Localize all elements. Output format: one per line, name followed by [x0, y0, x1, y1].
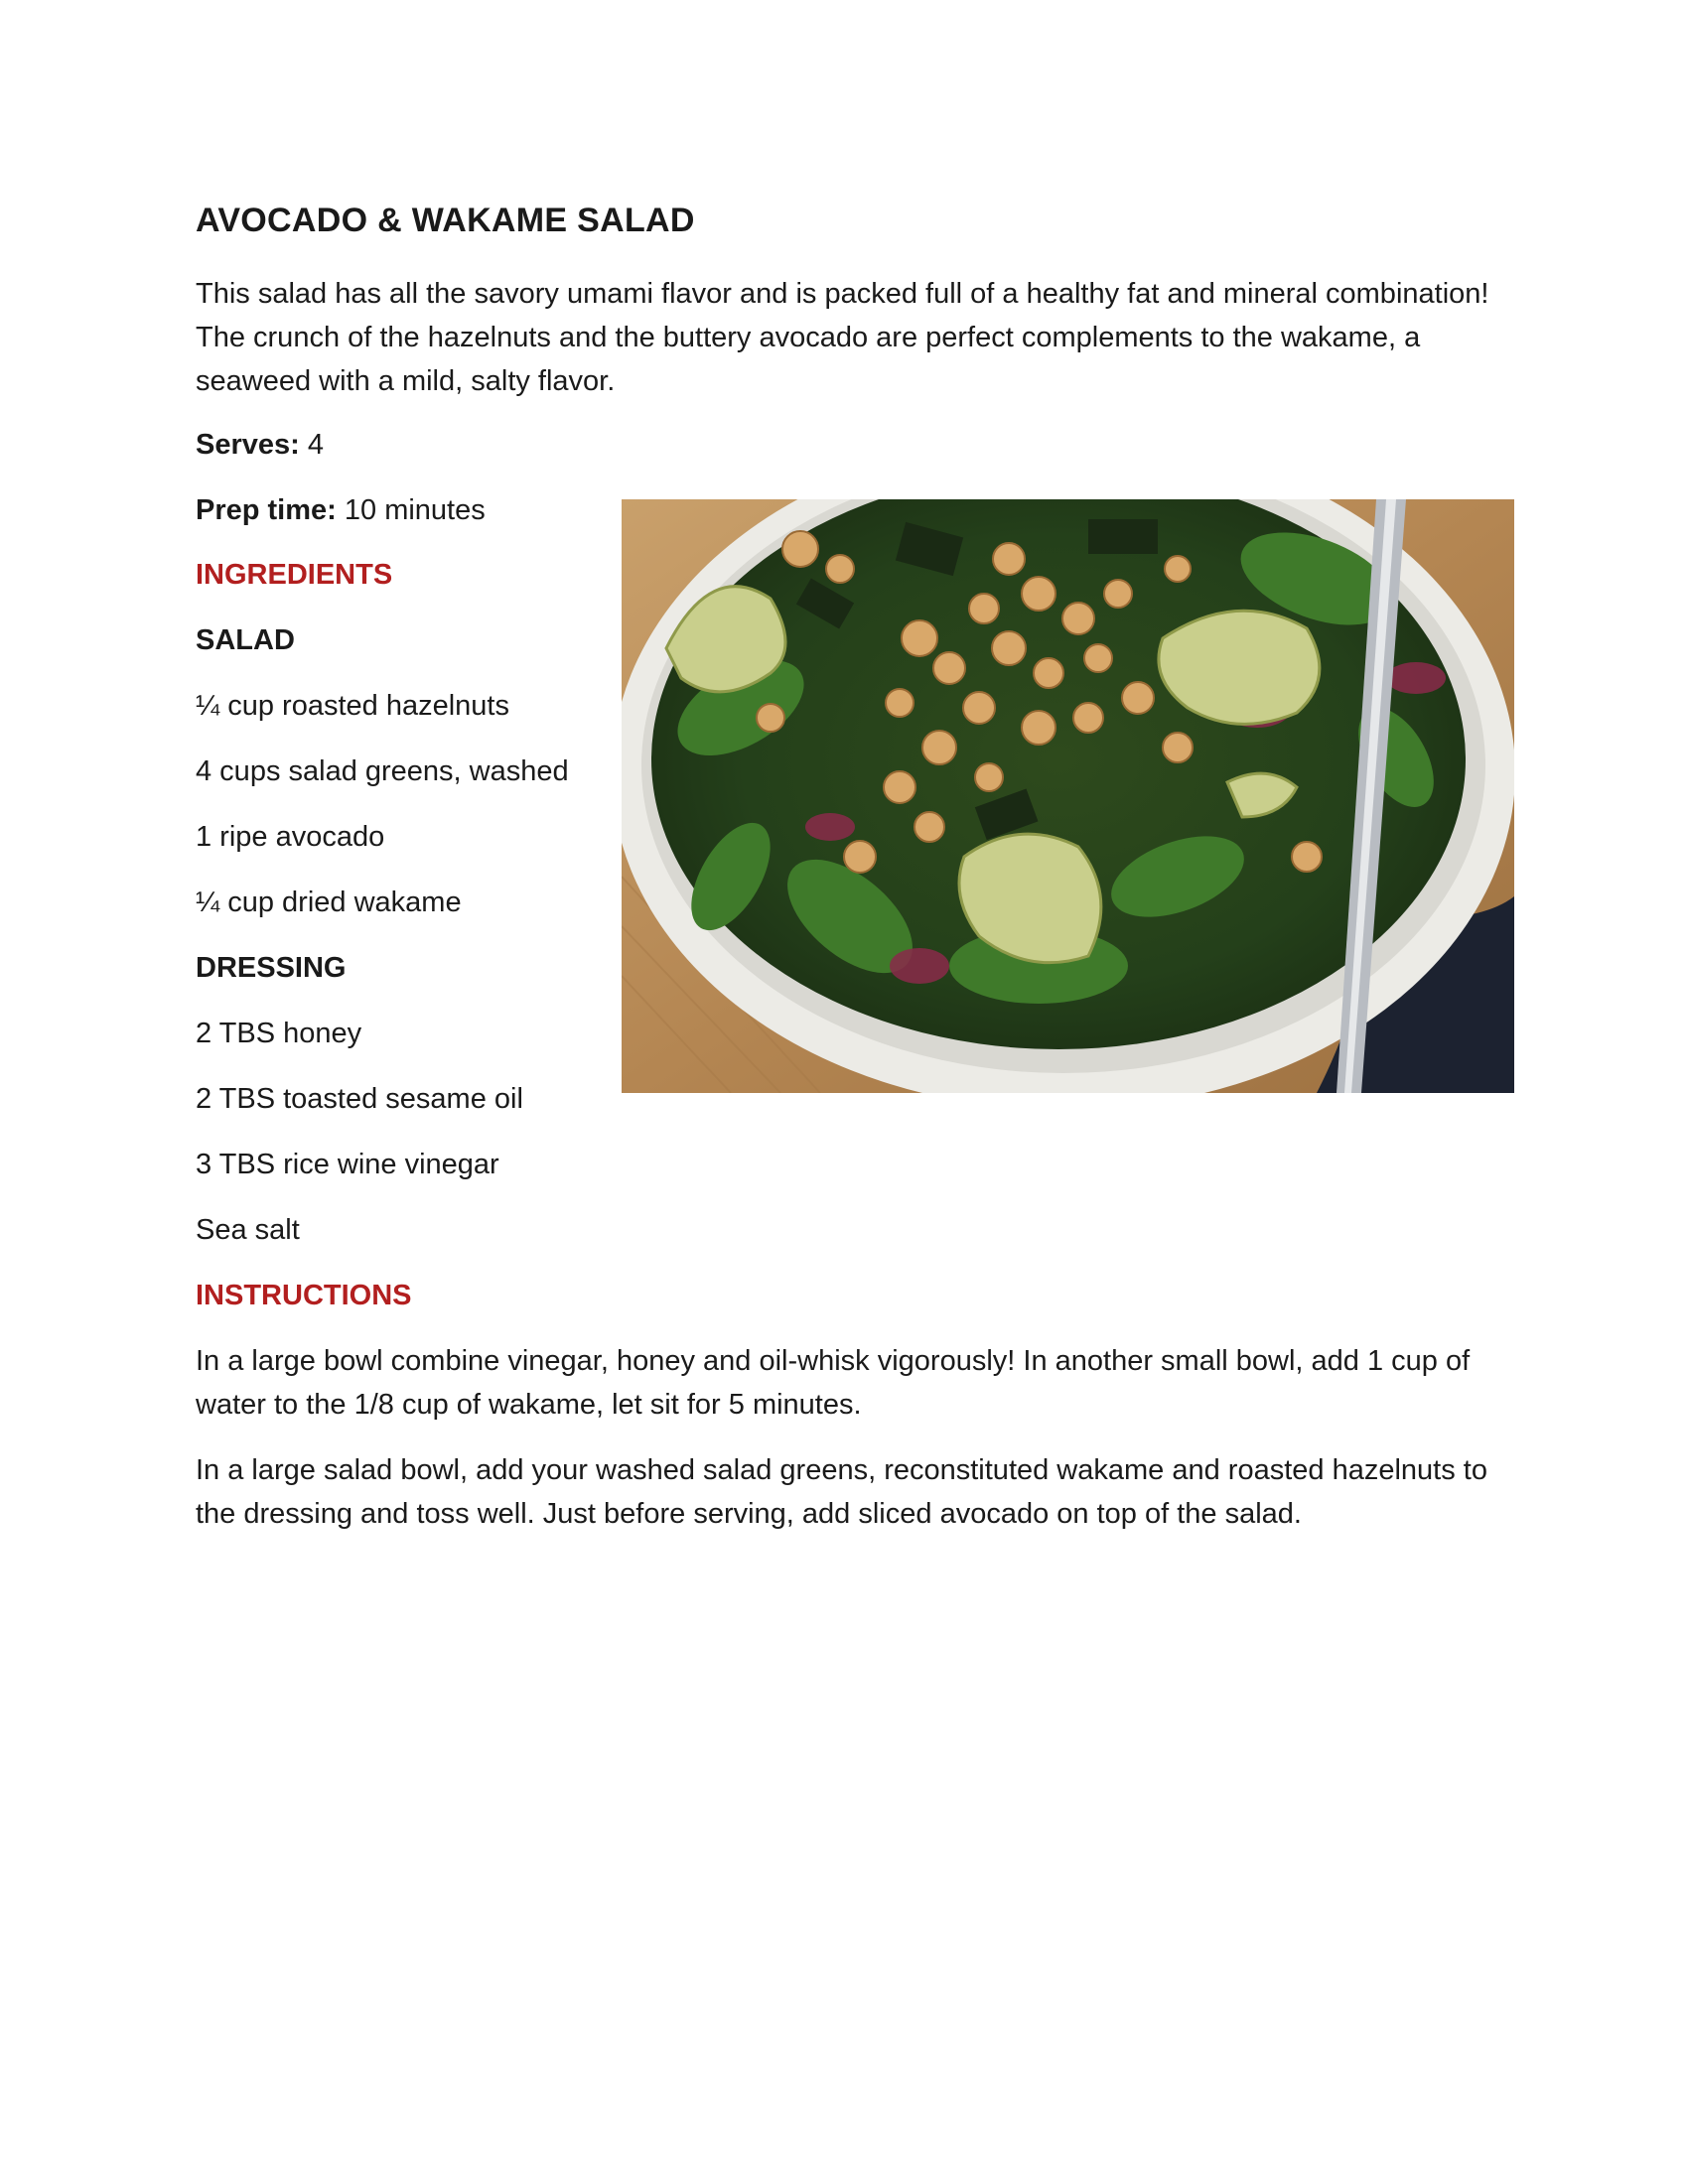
- dressing-ingredient: 2 TBS honey: [196, 1018, 362, 1049]
- ingredients-heading: INGREDIENTS: [196, 559, 393, 591]
- recipe-intro: This salad has all the savory umami flavor and is packed full of a healthy fat and mineral combination! The crunch of the hazelnuts and the buttery avocado are perfect complements to the wakame, a seaweed with a mild, salty flavor.: [196, 278, 1489, 397]
- serves-value: 4: [299, 429, 324, 461]
- instructions-heading: INSTRUCTIONS: [196, 1280, 412, 1311]
- serves-line: [196, 423, 324, 467]
- salad-ingredient: ¼ cup roasted hazelnuts: [196, 690, 509, 722]
- dressing-heading: DRESSING: [196, 952, 347, 984]
- recipe-title: AVOCADO & WAKAME SALAD: [196, 202, 695, 239]
- prep-time-value: 10 minutes: [336, 494, 486, 526]
- dressing-ingredient: Sea salt: [196, 1214, 300, 1246]
- salad-photo: [622, 499, 1514, 1093]
- serves-label: Serves:: [196, 429, 300, 461]
- prep-time-line: [196, 488, 486, 532]
- salad-ingredient: 1 ripe avocado: [196, 821, 385, 853]
- instruction-step: In a large bowl combine vinegar, honey and oil-whisk vigorously! In another small bowl, add 1 cup of water to the 1/8 cup of wakame, let sit for 5 minutes.: [196, 1345, 1471, 1421]
- salad-ingredient: ¼ cup dried wakame: [196, 887, 462, 918]
- dressing-ingredient: 3 TBS rice wine vinegar: [196, 1149, 499, 1180]
- instruction-step: In a large salad bowl, add your washed salad greens, reconstituted wakame and roasted hazelnuts to the dressing and toss well. Just before serving, add sliced avocado on top of the salad.: [196, 1454, 1487, 1530]
- dressing-ingredient: 2 TBS toasted sesame oil: [196, 1083, 523, 1115]
- salad-ingredient: 4 cups salad greens, washed: [196, 755, 569, 787]
- prep-time-label: Prep time:: [196, 494, 337, 526]
- salad-heading: SALAD: [196, 624, 295, 656]
